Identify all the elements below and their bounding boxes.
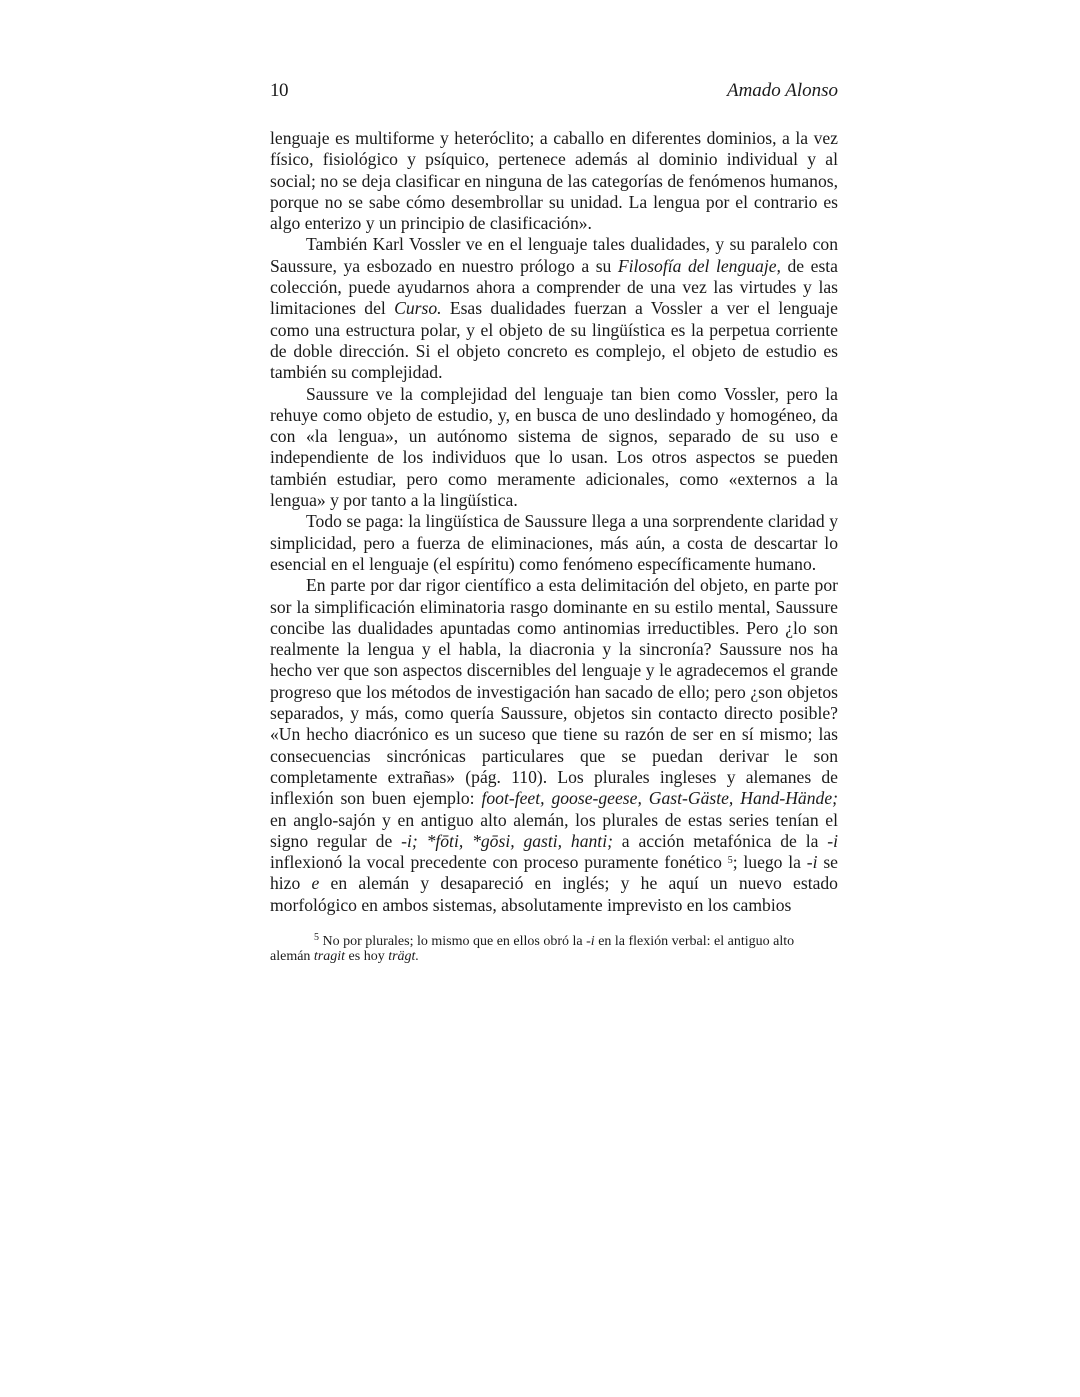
text-run: es hoy <box>345 949 389 965</box>
text-run: Todo se paga: la lingüística de Saussure llega a una sorprendente claridad y simplicidad, pero a fuerza de eliminaciones, más aún, a costa de descartar lo esencial en el lenguaje (el espíritu) como fenómeno específicamente humano. <box>270 511 838 574</box>
text-run: También Karl Vossler ve en el lenguaje tales dualidades, y su paralelo con Saussure, ya esbozado en nuestro prólogo a su <box>270 234 838 276</box>
text-run: lenguaje es multiforme y heteróclito; a caballo en diferentes dominios, a la vez físico, fisiológico y psíquico, pertenece además al dominio individual y al social; no se deja clasificar en ninguna de las categorías de fenómenos humanos, porque no se sabe cómo desembrollar su unidad. La lengua por el contrario es algo enterizo y un principio de clasificación». <box>270 128 838 234</box>
text-run: inflexionó la vocal precedente con proceso puramente fonético <box>270 852 728 873</box>
text-run: a acción metafónica de la <box>612 830 828 851</box>
italic-text: e <box>311 873 320 894</box>
text-run: en la flexión verbal: el antiguo alto alemán <box>270 933 795 965</box>
italic-text: -i; *fōti, *gōsi, gasti, hanti; <box>401 830 613 851</box>
italic-text: -i <box>827 830 838 851</box>
footnote-text <box>270 931 838 965</box>
italic-text: Filosofía del lenguaje, <box>617 255 781 276</box>
footnote-marker: 5 <box>314 931 319 943</box>
page-number: 10 <box>270 80 288 101</box>
paragraph <box>270 384 838 512</box>
text-run: ; luego la <box>732 852 807 873</box>
italic-text: tragit <box>313 949 346 965</box>
text-run: en anglo-sajón y en antiguo alto alemán, los plurales de estas series tenían el signo regular de <box>270 809 838 851</box>
footnote <box>270 931 838 965</box>
italic-text: -i <box>806 852 818 873</box>
paragraph <box>270 234 838 383</box>
paragraph <box>270 511 838 575</box>
paragraph <box>270 575 838 916</box>
paragraph <box>270 128 838 234</box>
text-run: En parte por dar rigor científico a esta delimitación del objeto, en parte por sor la simplificación eliminatoria rasgo dominante en su estilo mental, Saussure concibe las dualidades apuntadas como antinomias irreductibles. Pero ¿lo son realmente la lengua y el habla, la diacronia y la sincronía? Saussure nos ha hecho ver que son aspectos discernibles del lenguaje y le agradecemos el grande progreso que los métodos de investigación han sacado de ello; pero ¿son objetos separados, y más, como quería Saussure, objetos sin contacto directo posible? «Un hecho diacrónico es un suceso que tiene su razón de ser en sí mismo; las consecuencias sincrónicas particulares que se puedan derivar le son completamente extrañas» (pág. 110). Los plurales ingleses y alemanes de inflexión son buen ejemplo: <box>270 575 838 809</box>
text-run: Esas dualidades fuerzan a Vossler a ver el lenguaje como una estructura polar, y el objeto de su lingüística es la perpetua corriente de doble dirección. Si el objeto concreto es complejo, el objeto de estudio es también su complejidad. <box>270 298 838 383</box>
text-run: se hizo <box>270 852 838 894</box>
book-page <box>270 80 838 965</box>
footnote-reference: 5 <box>727 855 733 867</box>
text-run: Saussure ve la complejidad del lenguaje tan bien como Vossler, pero la rehuye como objeto de estudio, y, en busca de uno deslindado y homogéneo, da con «la lengua», un autónomo sistema de signos, separado de su uso e independiente de los individuos que lo usan. Los otros aspectos se pueden también estudiar, pero como meramente adicionales, como «externos a la lengua» y por tanto a la lingüística. <box>270 383 838 511</box>
running-head-author: Amado Alonso <box>726 80 838 101</box>
text-run: en alemán y desapareció en inglés; y he aquí un nuevo estado morfológico en ambos sistemas, absolutamente imprevisto en los cambios <box>270 873 838 915</box>
italic-text: Curso. <box>394 298 442 319</box>
body-text <box>270 128 838 916</box>
page-header <box>270 80 838 106</box>
italic-text: foot-feet, goose-geese, Gast-Gäste, Hand-Hände; <box>481 788 838 809</box>
italic-text: -i <box>586 933 595 949</box>
text-run: de esta colección, puede ayudarnos ahora a comprender de una vez las virtudes y las limitaciones del <box>270 255 838 319</box>
text-run: No por plurales; lo mismo que en ellos obró la <box>319 933 587 949</box>
italic-text: trägt. <box>388 949 419 965</box>
